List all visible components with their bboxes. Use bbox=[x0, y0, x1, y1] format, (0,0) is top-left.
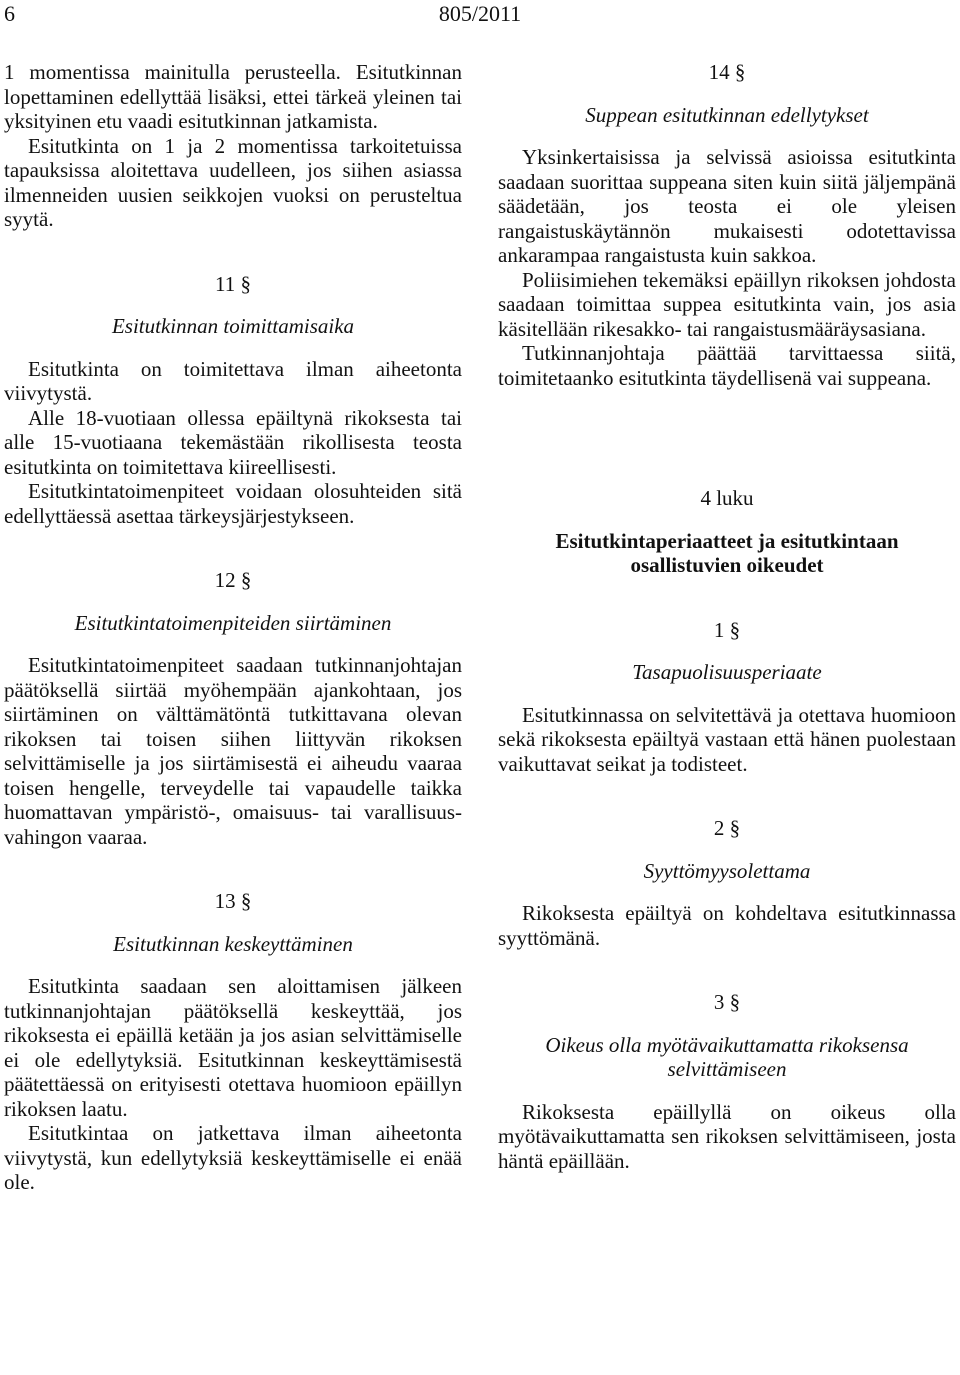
paragraph: Esitutkintaa on jatkettava ilman aiheetonta viivytystä, kun edellytyksiä keskeyttämiselle ei enää ole. bbox=[4, 1121, 462, 1194]
paragraph: Poliisimiehen tekemäksi epäillyn rikoksen johdosta saadaan toimittaa suppea esitutkinta vain, jos asia käsitellään rikesakko- tai rangaistusmääräysasiana. bbox=[498, 267, 956, 341]
right-column bbox=[498, 60, 956, 1173]
section-number: 1 § bbox=[713, 617, 741, 642]
section-title: Esitutkinnan toimittamisaika bbox=[111, 314, 355, 338]
section-title: Syyttömyysolettama bbox=[643, 858, 811, 883]
paragraph: Esitutkintatoimenpiteet saadaan tutkinnanjohtajan päätöksellä siirtää myöhempään ajankohtaan, jos siirtäminen on välttämätöntä tutkittavana olevan rikoksen tai toisen siihen liittyvän rikoksen selvittämiselle ja jos siirtämisestä ei aiheudu vaaraa toisen hengelle, terveydelle tai vapaudelle taikka huomattavan ympäristö-, omaisuus- tai varallisuus-vahingon vaaraa. bbox=[4, 653, 462, 849]
section-number: 2 § bbox=[713, 816, 741, 840]
page-header bbox=[0, 0, 960, 30]
paragraph: Alle 18-vuotiaan ollessa epäiltynä rikoksesta tai alle 15-vuotiaana tekemästään rikollisesta teosta esitutkinta on toimitettava kiireellisesti. bbox=[4, 405, 462, 479]
section-title: Esitutkinnan keskeyttäminen bbox=[113, 931, 353, 956]
paragraph: Esitutkinta saadaan sen aloittamisen jälkeen tutkinnanjohtajan päätöksellä keskeyttää, jos rikoksesta ei epäillä ketään ja jos asian selvittämiselle ei ole edellytyksiä. Esitutkinnan keskeyttämisestä päätettäessä on erityisesti otettava huomioon epäillyn rikoksen laatu. bbox=[4, 974, 462, 1121]
section-title: Esitutkintatoimenpiteiden siirtäminen bbox=[74, 610, 392, 635]
chapter-title: Esitutkintaperiaatteet ja esitutkintaan osallistuvien oikeudet bbox=[555, 528, 899, 577]
section-number: 3 § bbox=[713, 990, 741, 1014]
statute-number: 805/2011 bbox=[438, 1, 522, 26]
section-title: Oikeus olla myötävaikuttamatta rikoksensa selvittämiseen bbox=[545, 1032, 909, 1081]
paragraph: Yksinkertaisissa ja selvissä asioissa esitutkinta saadaan suorittaa suppeana siten kuin siitä jäljempänä säädetään, jos teosta ei ole yleisen rangaistuskäytännön mukaisesti odotettavissa ankarampaa rangaistusta kuin sakkoa. bbox=[498, 145, 956, 267]
paragraph: 1 momentissa mainitulla perusteella. Esitutkinnan lopettaminen edellyttää lisäksi, ettei tärkeä yleinen tai yksityinen etu vaadi esitutkinnan jatkamista. bbox=[4, 60, 462, 133]
left-column bbox=[4, 60, 462, 1195]
section-number: 12 § bbox=[214, 568, 252, 592]
chapter-number: 4 luku bbox=[700, 486, 754, 510]
paragraph: Esitutkinnassa on selvitettävä ja otettava huomioon sekä rikoksesta epäiltyä vastaan että hänen puolestaan vaikuttavat seikat ja todisteet. bbox=[498, 702, 956, 776]
section-title: Tasapuolisuusperiaate bbox=[632, 660, 822, 684]
paragraph: Esitutkinta on 1 ja 2 momentissa tarkoitetuissa tapauksissa aloitettava uudelleen, jos siihen asiassa ilmenneiden uusien seikkojen vuoksi on perusteltua syytä. bbox=[4, 133, 462, 231]
paragraph: Esitutkintatoimenpiteet voidaan olosuhteiden sitä edellyttäessä asettaa tärkeysjärjestykseen. bbox=[4, 479, 462, 528]
section-title: Suppean esitutkinnan edellytykset bbox=[585, 102, 869, 127]
section-number: 14 § bbox=[708, 60, 746, 84]
paragraph: Rikoksesta epäiltyä on kohdeltava esitutkinnassa syyttömänä. bbox=[498, 901, 956, 950]
page-number: 6 bbox=[4, 1, 15, 26]
paragraph: Esitutkinta on toimitettava ilman aiheetonta viivytystä. bbox=[4, 356, 462, 405]
section-number: 13 § bbox=[214, 889, 252, 913]
paragraph: Rikoksesta epäillyllä on oikeus olla myötävaikuttamatta sen rikoksen selvittämiseen, josta häntä epäillään. bbox=[498, 1099, 956, 1173]
section-number: 11 § bbox=[215, 271, 251, 296]
paragraph: Tutkinnanjohtaja päättää tarvittaessa siitä, toimitetaanko esitutkinta täydellisenä vai suppeana. bbox=[498, 341, 956, 390]
